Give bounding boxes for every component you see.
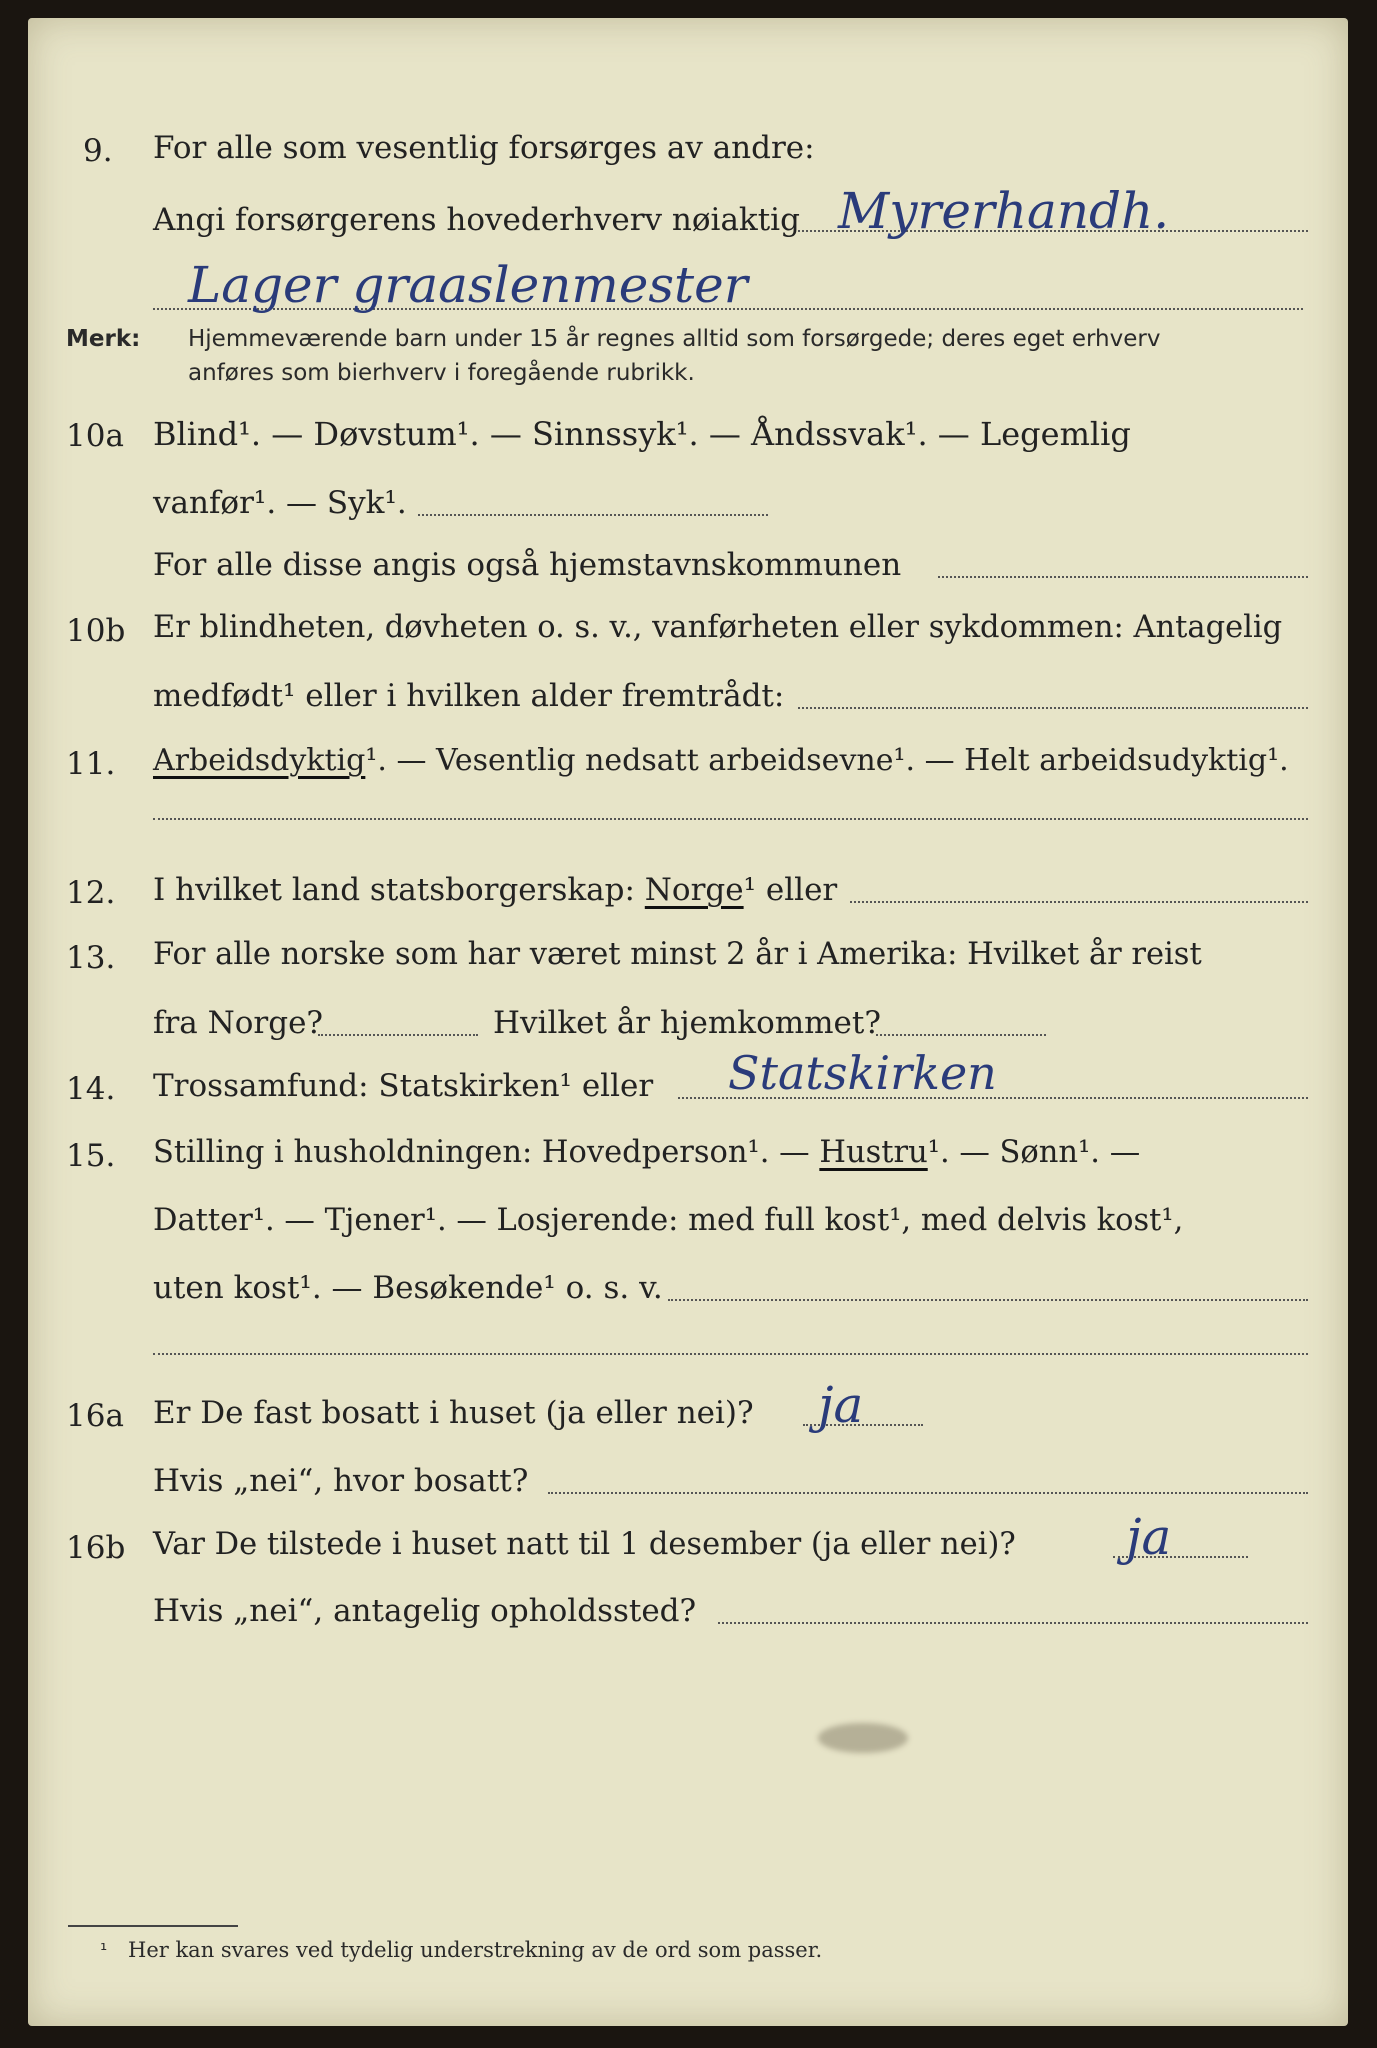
q16a-where-line [548,1492,1308,1494]
q16b-where-line [718,1622,1308,1624]
q10b-line1: Er blindheten, døvheten o. s. v., vanførheten eller sykdommen: Antagelig [153,610,1283,645]
q9-handwritten-answer1: Myrerhandh. [838,182,1170,240]
q12-line [153,872,838,908]
q14-number: 14. [66,1071,116,1107]
q16b-number: 16b [66,1530,126,1566]
q11-underlined-answer: Arbeidsdyktig [153,743,366,778]
q16b-handwritten-answer: ja [1126,1508,1172,1566]
q9-line1: For alle som vesentlig forsørges av andre: [153,130,815,166]
q13-year-left-line [318,1034,478,1036]
q15-answer-line [668,1299,1308,1301]
q15-answer-line2 [153,1353,1308,1355]
q16a-line1: Er De fast bosatt i huset (ja eller nei)? [153,1395,754,1431]
q16a-handwritten-answer: ja [818,1376,864,1434]
q16b-line1: Var De tilstede i huset natt til 1 desember (ja eller nei)? [153,1527,1016,1562]
q13-number: 13. [66,940,116,976]
q14-text: Trossamfund: Statskirken¹ eller [153,1068,654,1104]
q12-text: I hvilket land statsborgerskap: [153,872,635,908]
q15-number: 15. [66,1138,116,1174]
q11-answer-line [153,818,1308,820]
q10a-number: 10a [66,418,124,454]
q15-line1a: Stilling i husholdningen: Hovedperson¹. — [153,1135,810,1170]
q10a-municipality-line [938,576,1308,578]
q10a-line3: For alle disse angis også hjemstavnskommunen [153,547,902,583]
q12-rest: ¹ eller [743,872,838,908]
q12-number: 12. [66,875,116,911]
q16a-number: 16a [66,1398,124,1434]
q15-line3: uten kost¹. — Besøkende¹ o. s. v. [153,1270,663,1306]
q10a-answer-line [418,514,768,516]
q13-line1: For alle norske som har været minst 2 år i Amerika: Hvilket år reist [153,937,1202,972]
q10a-line1: Blind¹. — Døvstum¹. — Sinnssyk¹. — Åndssvak¹. — Legemlig [153,415,1131,453]
q9-number: 9. [83,133,113,169]
q15-underlined-answer: Hustru [819,1135,928,1170]
ink-smudge [818,1723,908,1753]
q10b-answer-line [798,707,1308,709]
q11-number: 11. [66,746,116,782]
q15-line1 [153,1135,1141,1170]
q9-handwritten-answer2: Lager graaslenmester [188,256,748,314]
q10b-line2: medfødt¹ eller i hvilken alder fremtrådt: [153,678,785,714]
q12-answer-line [850,901,1308,903]
merk-line2: anføres som bierhverv i foregående rubrikk. [188,360,695,386]
q13-line2b: Hvilket år hjemkommet? [493,1005,881,1041]
q15-line2: Datter¹. — Tjener¹. — Losjerende: med full kost¹, med delvis kost¹, [153,1203,1184,1238]
merk-line1: Hjemmeværende barn under 15 år regnes alltid som forsørgede; deres eget erhverv [188,326,1161,352]
q13-line2a: fra Norge? [153,1005,324,1041]
q10b-number: 10b [66,613,126,649]
q16a-line2: Hvis „nei“, hvor bosatt? [153,1463,529,1499]
q16b-line2: Hvis „nei“, antagelig opholdssted? [153,1593,697,1629]
q15-line1b: ¹. — Sønn¹. — [927,1135,1141,1170]
q13-year-returned-line [876,1034,1046,1036]
census-form-page [28,18,1348,2026]
q9-line2: Angi forsørgerens hovederhverv nøiaktig [153,202,800,238]
footnote-rule [68,1925,238,1927]
q10a-line2: vanfør¹. — Syk¹. [153,485,407,521]
q11-line [153,743,1289,778]
footnote-mark: ¹ [100,1940,108,1961]
q11-rest: ¹. — Vesentlig nedsatt arbeidsevne¹. — Helt arbeidsudyktig¹. [365,743,1289,778]
q12-underlined-answer: Norge [644,872,744,908]
q14-handwritten-answer: Statskirken [728,1046,997,1100]
footnote-text: Her kan svares ved tydelig understrekning av de ord som passer. [128,1938,823,1962]
merk-label: Merk: [66,326,141,352]
